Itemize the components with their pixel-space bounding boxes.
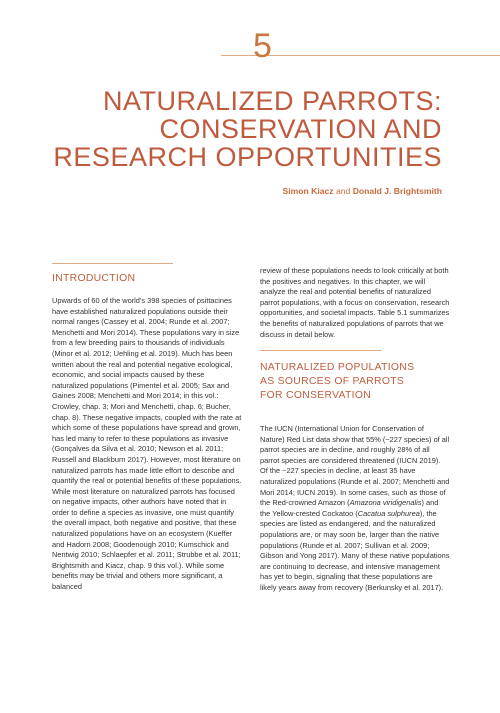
introduction-heading: INTRODUCTION [52, 273, 136, 284]
section2-heading-line: FOR CONSERVATION [260, 390, 372, 401]
chapter-title-line: RESEARCH OPPORTUNITIES [53, 142, 442, 172]
section2-text: ) and the Yellow-crested Cockatoo ( [260, 498, 439, 518]
chapter-title-line: NATURALIZED PARROTS: [102, 86, 442, 116]
author-conjunction: and [335, 186, 351, 196]
introduction-continuation-paragraph: review of these populations needs to look critically at both the positives and negatives. In this chapter, we will analyze the real and potential benefits of naturalized parrot populations, with a focus on conservation, research opportunities, and societal impacts. Table 5.1 summarizes the benefits of naturalized populations of parrots that we discuss in detail below. [260, 266, 450, 339]
section2-paragraph [260, 424, 450, 594]
introduction-body [52, 296, 242, 593]
chapter-number: 5 [253, 27, 272, 65]
section2-heading [260, 361, 414, 403]
species-name: Amazona viridigenalis [349, 498, 422, 508]
chapter-title [22, 87, 442, 171]
introduction-paragraph: Upwards of 60 of the world’s 398 species of psittacines have established naturalized populations outside their normal ranges (Cassey et al. 2004; Runde et al. 2007; Menchetti and Mori 2014). These populations vary in size from a few breeding pairs to thousands of individuals (Minor et al. 2012; Uehling et al. 2019). Much has been written about the real and potential negative ecological, economic, and social impacts caused by these naturalized populations (Pimentel et al. 2005; Sax and Gaines 2008; Menchetti and Mori 2014; in this vol.: Crowley, chap. 3; Mori and Menchetti, chap. 6; Bucher, chap. 8). These negative impacts, coupled with the rate at which some of these populations have spread and grown, has led many to refer to these populations as invasive (Gonçalves da Silva et al. 2010; Newson et al. 2011; Russell and Blackburn 2017). However, most literature on naturalized parrots has made little effort to describe and quantify the real or potential benefits of these populations. While most literature on naturalized parrots has focused on negative impacts, other authors have noted that in order to define a species as invasive, one must quantify the overall impact, both negative and positive, that these naturalized populations have on an ecosystem (Kueffer and Hadorn 2008; Goodenough 2010; Kumschick and Nentwig 2010; Schlaepfer et al. 2011; Strubbe et al. 2011; Brightsmith and Kiacz, chap. 9 this vol.). While some benefits may be trivial and others more significant, a balanced [52, 296, 242, 592]
section2-heading-line: NATURALIZED POPULATIONS [260, 362, 415, 373]
species-name: Cacatua sulphurea [357, 508, 420, 518]
section2-rule [260, 350, 381, 351]
section2-body [260, 424, 450, 594]
section2-text: The IUCN (International Union for Conservation of Nature) Red List data show that 55% (~227 species) of all parrot species are in decline, and roughly 28% of all parrot species are considered threatened (IUCN 2019). Of the ~227 species in decline, at least 35 have naturalized populations (Runde et al. 2007; Menchetti and Mori 2014; IUCN 2019). In some cases, such as those of the Red-crowned Amazon ( [260, 424, 450, 508]
section2-text: ), the species are listed as endangered, and the naturalized populations are, or may soon be, larger than the native populations (Runde et al. 2007; Sullivan et al. 2009; Gibson and Yong 2017). Many of these native populations are continuing to decrease, and intensive management has yet to begin, signaling that these populations are likely years away from recovery (Berkunsky et al. 2017). [260, 508, 450, 592]
introduction-continuation [260, 266, 450, 340]
chapter-authors [282, 186, 442, 196]
section2-heading-line: AS SOURCES OF PARROTS [260, 376, 405, 387]
introduction-rule [52, 263, 173, 264]
chapter-title-line: CONSERVATION AND [159, 114, 442, 144]
author-name: Simon Kiacz [282, 186, 334, 196]
author-name: Donald J. Brightsmith [352, 186, 442, 196]
